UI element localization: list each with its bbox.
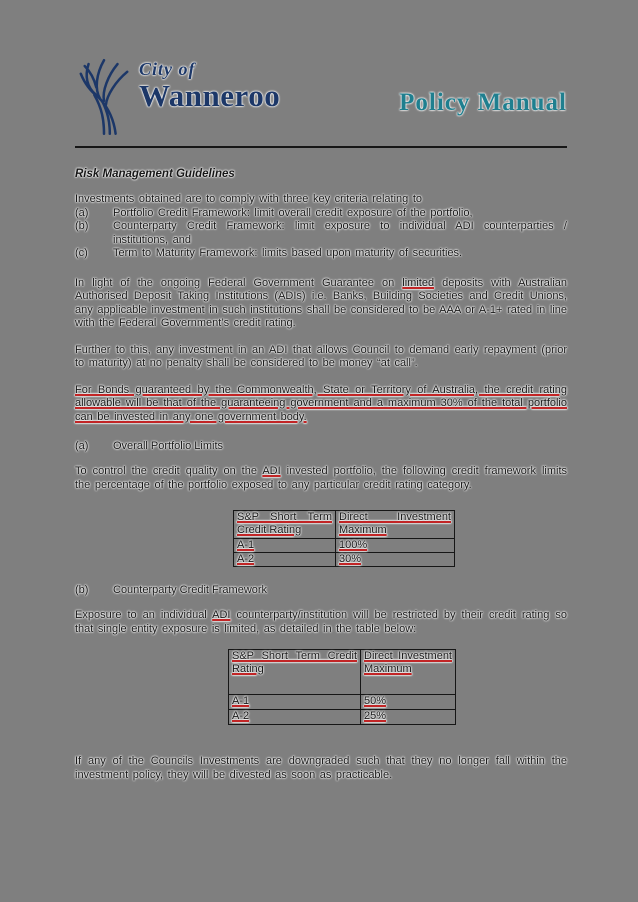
table-row xyxy=(234,539,455,553)
table-header-cell: S&P Short Term Credit Rating xyxy=(229,650,361,695)
table-cell: A-1 xyxy=(229,695,361,710)
item-label: (b) xyxy=(75,584,89,596)
table-header-row xyxy=(234,511,455,539)
document-sheet xyxy=(75,0,567,782)
text-segment: counterparty/institution will be restricted by their credit rating so that single entity exposure is limited, as detailed in the table below: xyxy=(75,609,567,635)
criteria-item-c xyxy=(75,247,567,261)
section-title: Risk Management Guidelines xyxy=(75,168,235,180)
text-segment: To control the credit quality on the xyxy=(75,465,263,477)
table-row xyxy=(229,695,456,710)
item-label: (b) xyxy=(75,220,89,232)
page-header xyxy=(75,0,567,140)
policy-manual-title: Policy Manual xyxy=(399,89,567,116)
text-segment: In light of the ongoing Federal Government Guarantee on xyxy=(75,276,403,289)
item-text: Portfolio Credit Framework: limit overall credit exposure of the portfolio, xyxy=(113,206,473,219)
item-text: Counterparty Credit Framework: limit exposure to individual ADI counterparties / institutions, and xyxy=(113,220,567,246)
logo-city-of: City of xyxy=(139,59,196,79)
heading-text: Counterparty Credit Framework xyxy=(113,584,268,596)
table-cell: 50% xyxy=(361,695,456,710)
table-header-cell: Direct Investment Maximum xyxy=(336,511,455,539)
text-segment: deposits with Australian Authorised Deposit Taking Institutions (ADIs) i.e. Banks, Building Societies and Credit Unions, any applicable investment in such institutions shall be considered to be AAA or A-1+ rated in line with the Federal Government’s credit rating. xyxy=(75,276,568,329)
item-label: (a) xyxy=(75,440,89,452)
logo-wanneroo: Wanneroo xyxy=(139,78,281,113)
item-label: (c) xyxy=(75,247,88,259)
criteria-list xyxy=(75,207,567,261)
paragraph-guarantee xyxy=(75,277,567,331)
criteria-item-a xyxy=(75,207,567,221)
portfolio-limits-table xyxy=(233,510,455,567)
paragraph-overall xyxy=(75,465,567,492)
heading-counterparty-framework xyxy=(75,584,567,596)
table-cell: A-2 xyxy=(229,710,361,725)
table-cell: 100% xyxy=(336,539,455,553)
table-cell: A-2 xyxy=(234,553,336,567)
text-segment: For Bonds guaranteed by the Commonwealth, State or Territory of Australia, the credit rating allowable will be that of the guaranteeing government and a maximum 30% of the total portfolio can be invested in any one government body. xyxy=(75,383,567,423)
table-cell: 30% xyxy=(336,553,455,567)
paragraph-counterparty xyxy=(75,609,567,636)
city-logo xyxy=(75,56,280,136)
table-cell: A-1 xyxy=(234,539,336,553)
wanneroo-grass-emblem-icon xyxy=(75,56,133,136)
table-row xyxy=(234,553,455,567)
paragraph-intro: Investments obtained are to comply with three key criteria relating to xyxy=(75,193,422,205)
text-segment: invested portfolio, the following credit framework limits the percentage of the portfolio exposed to any particular credit rating category. xyxy=(75,465,567,491)
criteria-item-b xyxy=(75,220,567,247)
item-text: Term to Maturity Framework: limits based upon maturity of securities. xyxy=(113,247,463,259)
text-segment: limited xyxy=(402,276,435,289)
header-rule xyxy=(75,146,567,148)
item-label: (a) xyxy=(75,206,89,219)
paragraph-bonds xyxy=(75,384,567,425)
paragraph-downgrade: If any of the Councils Investments are downgraded such that they no longer fall within the investment policy, they will be divested as soon as practicable. xyxy=(75,755,567,781)
table-header-cell: Direct Investment Maximum xyxy=(361,650,456,695)
counterparty-limits-table xyxy=(228,649,456,725)
table-header-cell: S&P Short Term Credit Rating xyxy=(234,511,336,539)
text-segment: ADI xyxy=(262,465,281,477)
heading-overall-portfolio-limits xyxy=(75,440,567,452)
table-row xyxy=(229,710,456,725)
paragraph-at-call: Further to this, any investment in an ADI that allows Council to demand early repayment (prior to maturity) at no penalty shall be considered to be money “at call”. xyxy=(75,343,567,369)
logo-text xyxy=(139,60,280,111)
text-segment: ADI xyxy=(212,609,231,621)
table-cell: 25% xyxy=(361,710,456,725)
table-header-row xyxy=(229,650,456,695)
heading-text: Overall Portfolio Limits xyxy=(113,440,224,452)
text-segment: Exposure to an individual xyxy=(75,609,213,621)
